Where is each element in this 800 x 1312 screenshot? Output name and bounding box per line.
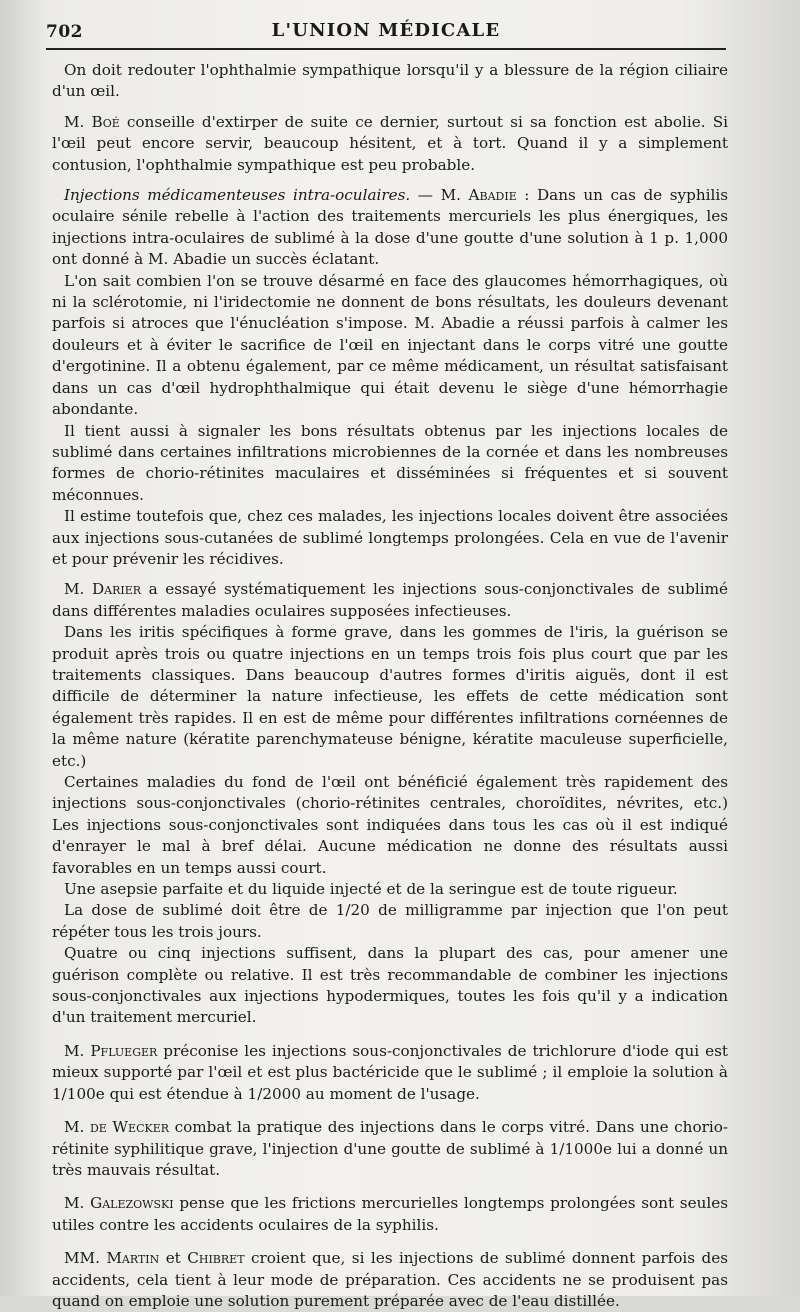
paragraph-text: La dose de sublimé doit être de 1/20 de milligramme par injection que l'on peut répéter tous les trois jours.: [52, 901, 728, 941]
header-rule: [46, 48, 726, 50]
paragraph: [52, 1193, 728, 1236]
heading-dash: — M.: [410, 186, 469, 205]
paragraph-text: : Dans un cas de syphilis oculaire sénile rebelle à l'action des traitements mercuriels les plus énergiques, les injections intra-oculaires de sublimé à la dose d'une goutte d'une solution à 1 p. 1,000 ont donné à M. Abadie un succès éclatant.: [52, 186, 728, 269]
running-title: L'UNION MÉDICALE: [271, 20, 501, 41]
speaker-name: MM. Martin: [64, 1249, 160, 1268]
paragraph-text: conseille d'extirper de suite ce dernier, surtout si sa fonction est abolie. Si l'œil peut encore servir, beaucoup hésitent, et à tort. Quand il y a simplement contusion, l'ophthalmie sympathique est peu probable.: [52, 112, 728, 174]
paragraph-text: préconise les injections sous-conjonctivales de trichlorure d'iode qui est mieux supporté par l'œil et est plus bactéricide que le sublimé ; il emploie la solution à 1/100e qui est étendue à 1/2000 au moment de l'usage.: [52, 1041, 728, 1103]
speaker-name: Chibret: [187, 1249, 245, 1268]
speaker-name: M. Boé: [64, 112, 120, 131]
speaker-name: Abadie: [468, 186, 517, 205]
page-header: [46, 20, 726, 48]
paragraph-text: a essayé systématiquement les injections sous-conjonctivales de sublimé dans différentes maladies oculaires supposées infectieuses.: [52, 580, 728, 620]
paragraph-text: combat la pratique des injections dans le corps vitré. Dans une chorio-rétinite syphilitique grave, l'injection d'une goutte de sublimé à 1/1000e lui a donné un très mauvais résultat.: [52, 1118, 728, 1179]
paragraph-text: pense que les frictions mercurielles longtemps prolongées sont seules utiles contre les accidents oculaires de la syphilis.: [52, 1194, 728, 1234]
paragraph: [52, 879, 728, 900]
paragraph: [52, 1041, 728, 1105]
section-heading: Injections médicamenteuses intra-oculaires.: [64, 186, 411, 205]
paragraph-text: Dans les iritis spécifiques à forme grave, dans les gommes de l'iris, la guérison se produit après trois ou quatre injections en un temps trois fois plus court que par les traitements classiques. Dans beaucoup d'autres formes d'iritis aiguës, dont il est difficile de déterminer la nature infectieuse, les effets de cette médication sont également très rapides. Il en est de même pour différentes infiltrations cornéennes de la même nature (kératite parenchymateuse bénigne, kératite maculeuse superficielle, etc.): [52, 623, 728, 770]
paragraph-text: croient que, si les injections de sublimé donnent parfois des accidents, cela tient à leur mode de préparation. Ces accidents ne se produisent pas quand on emploie une solution purement préparée avec de l'eau distillée.: [52, 1249, 729, 1310]
paragraph-text: On doit redouter l'ophthalmie sympathique lorsqu'il y a blessure de la région ciliaire d'un œil.: [52, 61, 728, 101]
paragraph: [52, 112, 728, 176]
paragraph: [52, 506, 728, 570]
paragraph: [52, 579, 728, 622]
conjunction: et: [159, 1249, 188, 1268]
paragraph-text: Quatre ou cinq injections suffisent, dans la plupart des cas, pour amener une guérison complète ou relative. Il est très recommandable de combiner les injections sous-conjonctivales aux injections hypodermiques, toutes les fois qu'il y a indication d'un traitement mercuriel.: [52, 944, 728, 1027]
paragraph: [52, 772, 728, 879]
paragraph-text: Une asepsie parfaite et du liquide injecté et de la seringue est de toute rigueur.: [64, 880, 678, 899]
paragraph: [52, 943, 728, 1029]
paragraph: [52, 622, 728, 772]
paragraph: [52, 1248, 728, 1312]
speaker-name: M. Galezowski: [64, 1194, 174, 1213]
paragraph: [52, 60, 728, 103]
paragraph: [52, 185, 728, 271]
paragraph-text: Il estime toutefois que, chez ces malades, les injections locales doivent être associées aux injections sous-cutanées de sublimé longtemps prolongées. Cela en vue de l'avenir et pour prévenir les récidives.: [52, 507, 728, 568]
paragraph: [52, 271, 728, 421]
paragraph: [52, 1117, 728, 1181]
page-number: 702: [46, 22, 83, 42]
paragraph-text: Il tient aussi à signaler les bons résultats obtenus par les injections locales de sublimé dans certaines infiltrations microbiennes de la cornée et dans les nombreuses formes de chorio-rétinites maculaires et disséminées si fréquentes et si souvent méconnues.: [52, 421, 728, 504]
speaker-name: M. de Wecker: [64, 1118, 170, 1137]
paragraph-text: Certaines maladies du fond de l'œil ont bénéficié également très rapidement des injections sous-conjonctivales (chorio-rétinites centrales, choroïdites, névrites, etc.) Les injections sous-conjonctivales sont indiquées dans tous les cas où il est indiqué d'enrayer le mal à bref délai. Aucune médication ne donne des résultats aussi favorables en un temps aussi court.: [52, 773, 728, 877]
speaker-name: M. Darier: [64, 580, 142, 599]
paragraph-text: L'on sait combien l'on se trouve désarmé en face des glaucomes hémorrhagiques, où ni la sclérotomie, ni l'iridectomie ne donnent de bons résultats, les douleurs devenant parfois si atroces que l'énucléation s'impose. M. Abadie a réussi parfois à calmer les douleurs et à éviter le sacrifice de l'œil en injectant dans le corps vitré une goutte d'ergotinine. Il a obtenu également, par ce même médicament, un résultat satisfaisant dans un cas d'œil hydrophthalmique qui était devenu le siège d'une hémorrhagie abondante.: [52, 271, 728, 419]
paragraph: [52, 421, 728, 507]
speaker-name: M. Pflueger: [64, 1041, 158, 1060]
article-body: [52, 60, 728, 1312]
paragraph: [52, 900, 728, 943]
